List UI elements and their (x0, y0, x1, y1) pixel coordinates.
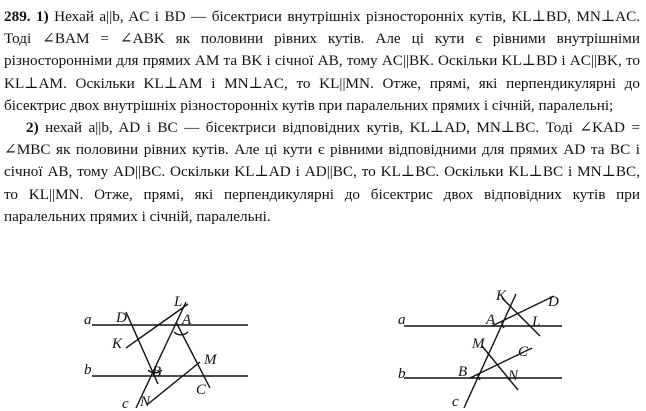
part-1 (4, 6, 640, 117)
label-L: L (174, 294, 183, 310)
label-M: M (204, 352, 217, 368)
label-D: D (116, 310, 127, 326)
label-c: c (122, 396, 129, 410)
label-C: C (196, 382, 207, 398)
part-2-label: 2) (26, 119, 39, 137)
label-M: M (472, 336, 485, 352)
secant-c (136, 302, 186, 408)
label-a: a (84, 312, 92, 328)
label-D: D (548, 294, 559, 310)
label-N: N (508, 368, 519, 384)
label-L: L (532, 314, 541, 330)
label-c: c (452, 394, 459, 410)
figure-1 (78, 292, 248, 410)
label-B: B (152, 364, 162, 380)
part-2 (4, 117, 640, 228)
label-A: A (182, 312, 192, 328)
label-b: b (84, 362, 92, 378)
label-b: b (398, 366, 406, 382)
part-1-text: Нехай a||b, AC і BD — бісектриси внутрішніх різносторонніх кутів, KL⊥BD, MN⊥AC. Тоді ∠BAM = ∠ABK як половини рівних кутів. Але ці кути є рівними внутрішніми різносторонніми для прямих AM та BK і січної AB, тому AC||BK. Оскільки KL⊥BD і AC||BK, то KL⊥AM. Оскільки KL⊥AM і MN⊥AC, то KL||MN. Отже, прямі, які перпендикулярні до бісектрис двох внутрішніх різносторонніх кутів при паралельних прямих і січній, паралельні; (4, 8, 640, 114)
label-K: K (112, 336, 123, 352)
label-A: A (486, 312, 496, 328)
part-1-label: 1) (36, 8, 49, 25)
solution-text (4, 6, 640, 228)
part-2-text: нехай a||b, AD і BC — бісектриси відповідних кутів, KL⊥AD, MN⊥BC. Тоді ∠KAD = ∠MBC як половини рівних кутів. Але ці кути є рівними відповідними для прямих AD та BC і січної AB, тому AD||BC. Оскільки KL⊥AD і AD||BC, то KL⊥BC. Оскільки KL⊥BC і MN⊥BC, то KL||MN. Отже, прямі, які перпендикулярні до бісектрис двох відповідних кутів при паралельних прямих і січній, паралельні. (4, 119, 640, 225)
problem-number: 289. (4, 8, 31, 25)
label-a: a (398, 312, 406, 328)
label-K: K (496, 290, 507, 304)
label-C: C (518, 344, 529, 360)
figure-2 (392, 290, 572, 410)
label-N: N (140, 394, 151, 410)
label-B: B (458, 364, 468, 380)
